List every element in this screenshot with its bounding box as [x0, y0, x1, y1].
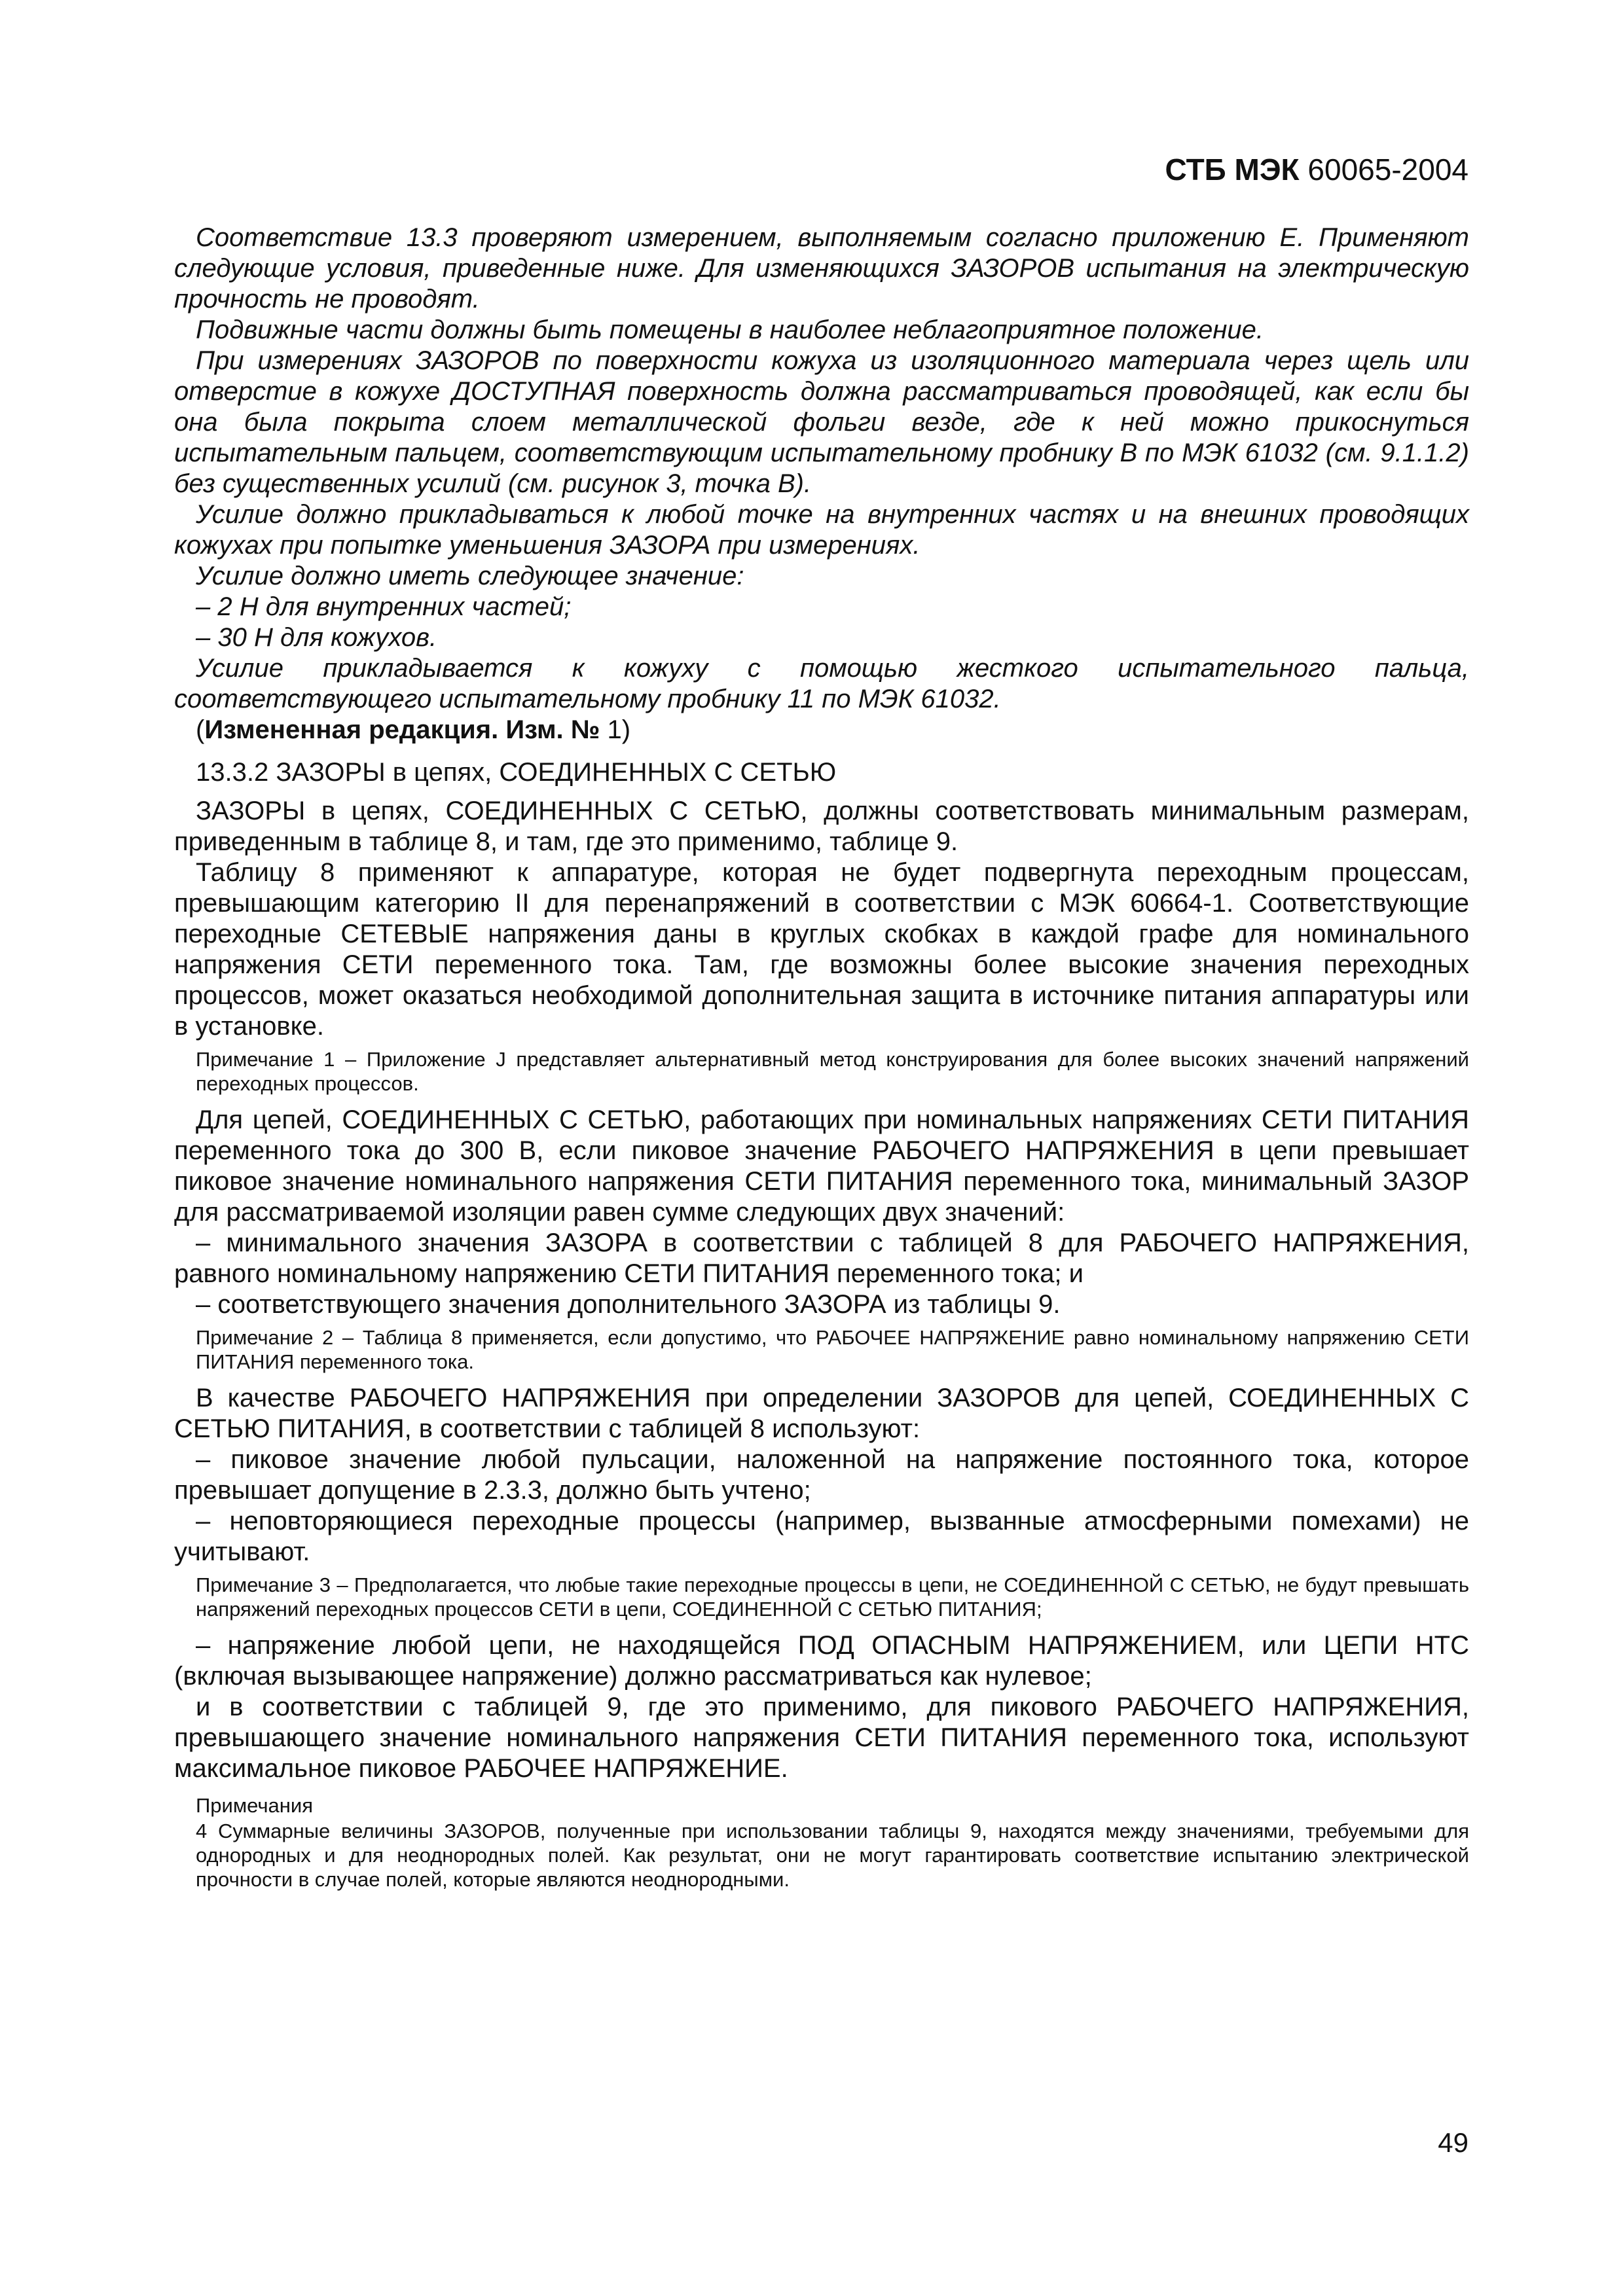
- compliance-italic-block: [174, 223, 1469, 715]
- paragraph: Соответствие 13.3 проверяют измерением, выполняемым согласно приложению Е. Применяют следующие условия, приведенные ниже. Для изменяющихся ЗАЗОРОВ испытания на электрическую прочность не проводят.: [174, 223, 1469, 314]
- page-content: [174, 223, 1469, 1901]
- paragraph: Таблицу 8 применяют к аппаратуре, которая не будет подвергнута переходным процессам, превышающим категорию II для перенапряжений в соответствии с МЭК 60664-1. Соответствующие переходные СЕТЕВЫЕ напряжения даны в круглых скобках в каждой графе для номинального напряжения СЕТИ переменного тока. Там, где возможны более высокие значения переходных процессов, может оказаться необходимой дополнительная защита в источнике питания аппаратуры или в установке.: [174, 858, 1469, 1041]
- revision-note: (Измененная редакция. Изм. № 1): [196, 715, 631, 744]
- notes-header: Примечания: [196, 1794, 313, 1817]
- paragraph: Усилие должно иметь следующее значение:: [196, 562, 744, 590]
- note-3: Примечание 3 – Предполагается, что любые такие переходные процессы в цепи, не СОЕДИНЕННОЙ С СЕТЬЮ, не будут превышать напряжений переходных процессов СЕТИ в цепи, СОЕДИНЕННОЙ С СЕТЬЮ ПИТАНИЯ;: [196, 1573, 1469, 1621]
- section-title: 13.3.2 ЗАЗОРЫ в цепях, СОЕДИНЕННЫХ С СЕТЬЮ: [196, 758, 837, 787]
- paragraph: Подвижные части должны быть помещены в наиболее неблагоприятное положение.: [196, 315, 1264, 344]
- list-item: – соответствующего значения дополнительного ЗАЗОРА из таблицы 9.: [196, 1290, 1061, 1319]
- list-item: – неповторяющиеся переходные процессы (например, вызванные атмосферными помехами) не учитывают.: [174, 1507, 1469, 1566]
- note-1: Примечание 1 – Приложение J представляет альтернативный метод конструирования для более высоких значений напряжений переходных процессов.: [196, 1048, 1469, 1095]
- paragraph: При измерениях ЗАЗОРОВ по поверхности кожуха из изоляционного материала через щель или отверстие в кожухе ДОСТУПНАЯ поверхность должна рассматриваться проводящей, как если бы она была покрыта слоем металлической фольги везде, где к ней можно прикоснуться испытательным пальцем, соответствующим испытательному пробнику В по МЭК 61032 (см. 9.1.1.2) без существенных усилий (см. рисунок 3, точка В).: [174, 346, 1469, 498]
- page-header: [1165, 152, 1469, 187]
- paragraph: Для цепей, СОЕДИНЕННЫХ С СЕТЬЮ, работающих при номинальных напряжениях СЕТИ ПИТАНИЯ переменного тока до 300 В, если пиковое значение РАБОЧЕГО НАПРЯЖЕНИЯ в цепи превышает пиковое значение номинального напряжения СЕТИ ПИТАНИЯ переменного тока, минимальный ЗАЗОР для рассматриваемой изоляции равен сумме следующих двух значений:: [174, 1105, 1469, 1227]
- note-4: 4 Суммарные величины ЗАЗОРОВ, полученные при использовании таблицы 9, находятся между значениями, требуемыми для однородных и для неоднородных полей. Как результат, они не могут гарантировать соответствие испытанию электрической прочности в случае полей, которые являются неоднородными.: [196, 1820, 1469, 1891]
- paragraph: и в соответствии с таблицей 9, где это применимо, для пикового РАБОЧЕГО НАПРЯЖЕНИЯ, превышающего значение номинального напряжения СЕТИ ПИТАНИЯ переменного тока, используют максимальное пиковое РАБОЧЕЕ НАПРЯЖЕНИЕ.: [174, 1693, 1469, 1783]
- list-item: – минимального значения ЗАЗОРА в соответствии с таблицей 8 для РАБОЧЕГО НАПРЯЖЕНИЯ, равного номинальному напряжению СЕТИ ПИТАНИЯ переменного тока; и: [174, 1229, 1469, 1288]
- list-item: – напряжение любой цепи, не находящейся ПОД ОПАСНЫМ НАПРЯЖЕНИЕМ, или ЦЕПИ НТС (включая вызывающее напряжение) должно рассматриваться как нулевое;: [174, 1631, 1469, 1691]
- list-item: – 30 Н для кожухов.: [196, 623, 437, 652]
- paragraph: ЗАЗОРЫ в цепях, СОЕДИНЕННЫХ С СЕТЬЮ, должны соответствовать минимальным размерам, приведенным в таблице 8, и там, где это применимо, таблице 9.: [174, 797, 1469, 856]
- paragraph: Усилие должно прикладываться к любой точке на внутренних частях и на внешних проводящих кожухах при попытке уменьшения ЗАЗОРА при измерениях.: [174, 500, 1469, 560]
- page-number: 49: [1438, 2127, 1468, 2158]
- list-item: – 2 Н для внутренних частей;: [196, 592, 572, 621]
- revision-label: Измененная редакция: [204, 715, 492, 744]
- paragraph: Усилие прикладывается к кожуху с помощью жесткого испытательного пальца, соответствующего испытательному пробнику 11 по МЭК 61032.: [174, 654, 1469, 713]
- paragraph: В качестве РАБОЧЕГО НАПРЯЖЕНИЯ при определении ЗАЗОРОВ для цепей, СОЕДИНЕННЫХ С СЕТЬЮ ПИТАНИЯ, в соответствии с таблицей 8 используют:: [174, 1384, 1469, 1443]
- standard-number: 60065-2004: [1307, 152, 1468, 187]
- note-2: Примечание 2 – Таблица 8 применяется, если допустимо, что РАБОЧЕЕ НАПРЯЖЕНИЕ равно номинальному напряжению СЕТИ ПИТАНИЯ переменного тока.: [196, 1326, 1469, 1373]
- list-item: – пиковое значение любой пульсации, наложенной на напряжение постоянного тока, которое превышает допущение в 2.3.3, должно быть учтено;: [174, 1445, 1469, 1505]
- revision-change: Изм. №: [505, 715, 608, 744]
- standard-code: СТБ МЭК: [1165, 152, 1300, 187]
